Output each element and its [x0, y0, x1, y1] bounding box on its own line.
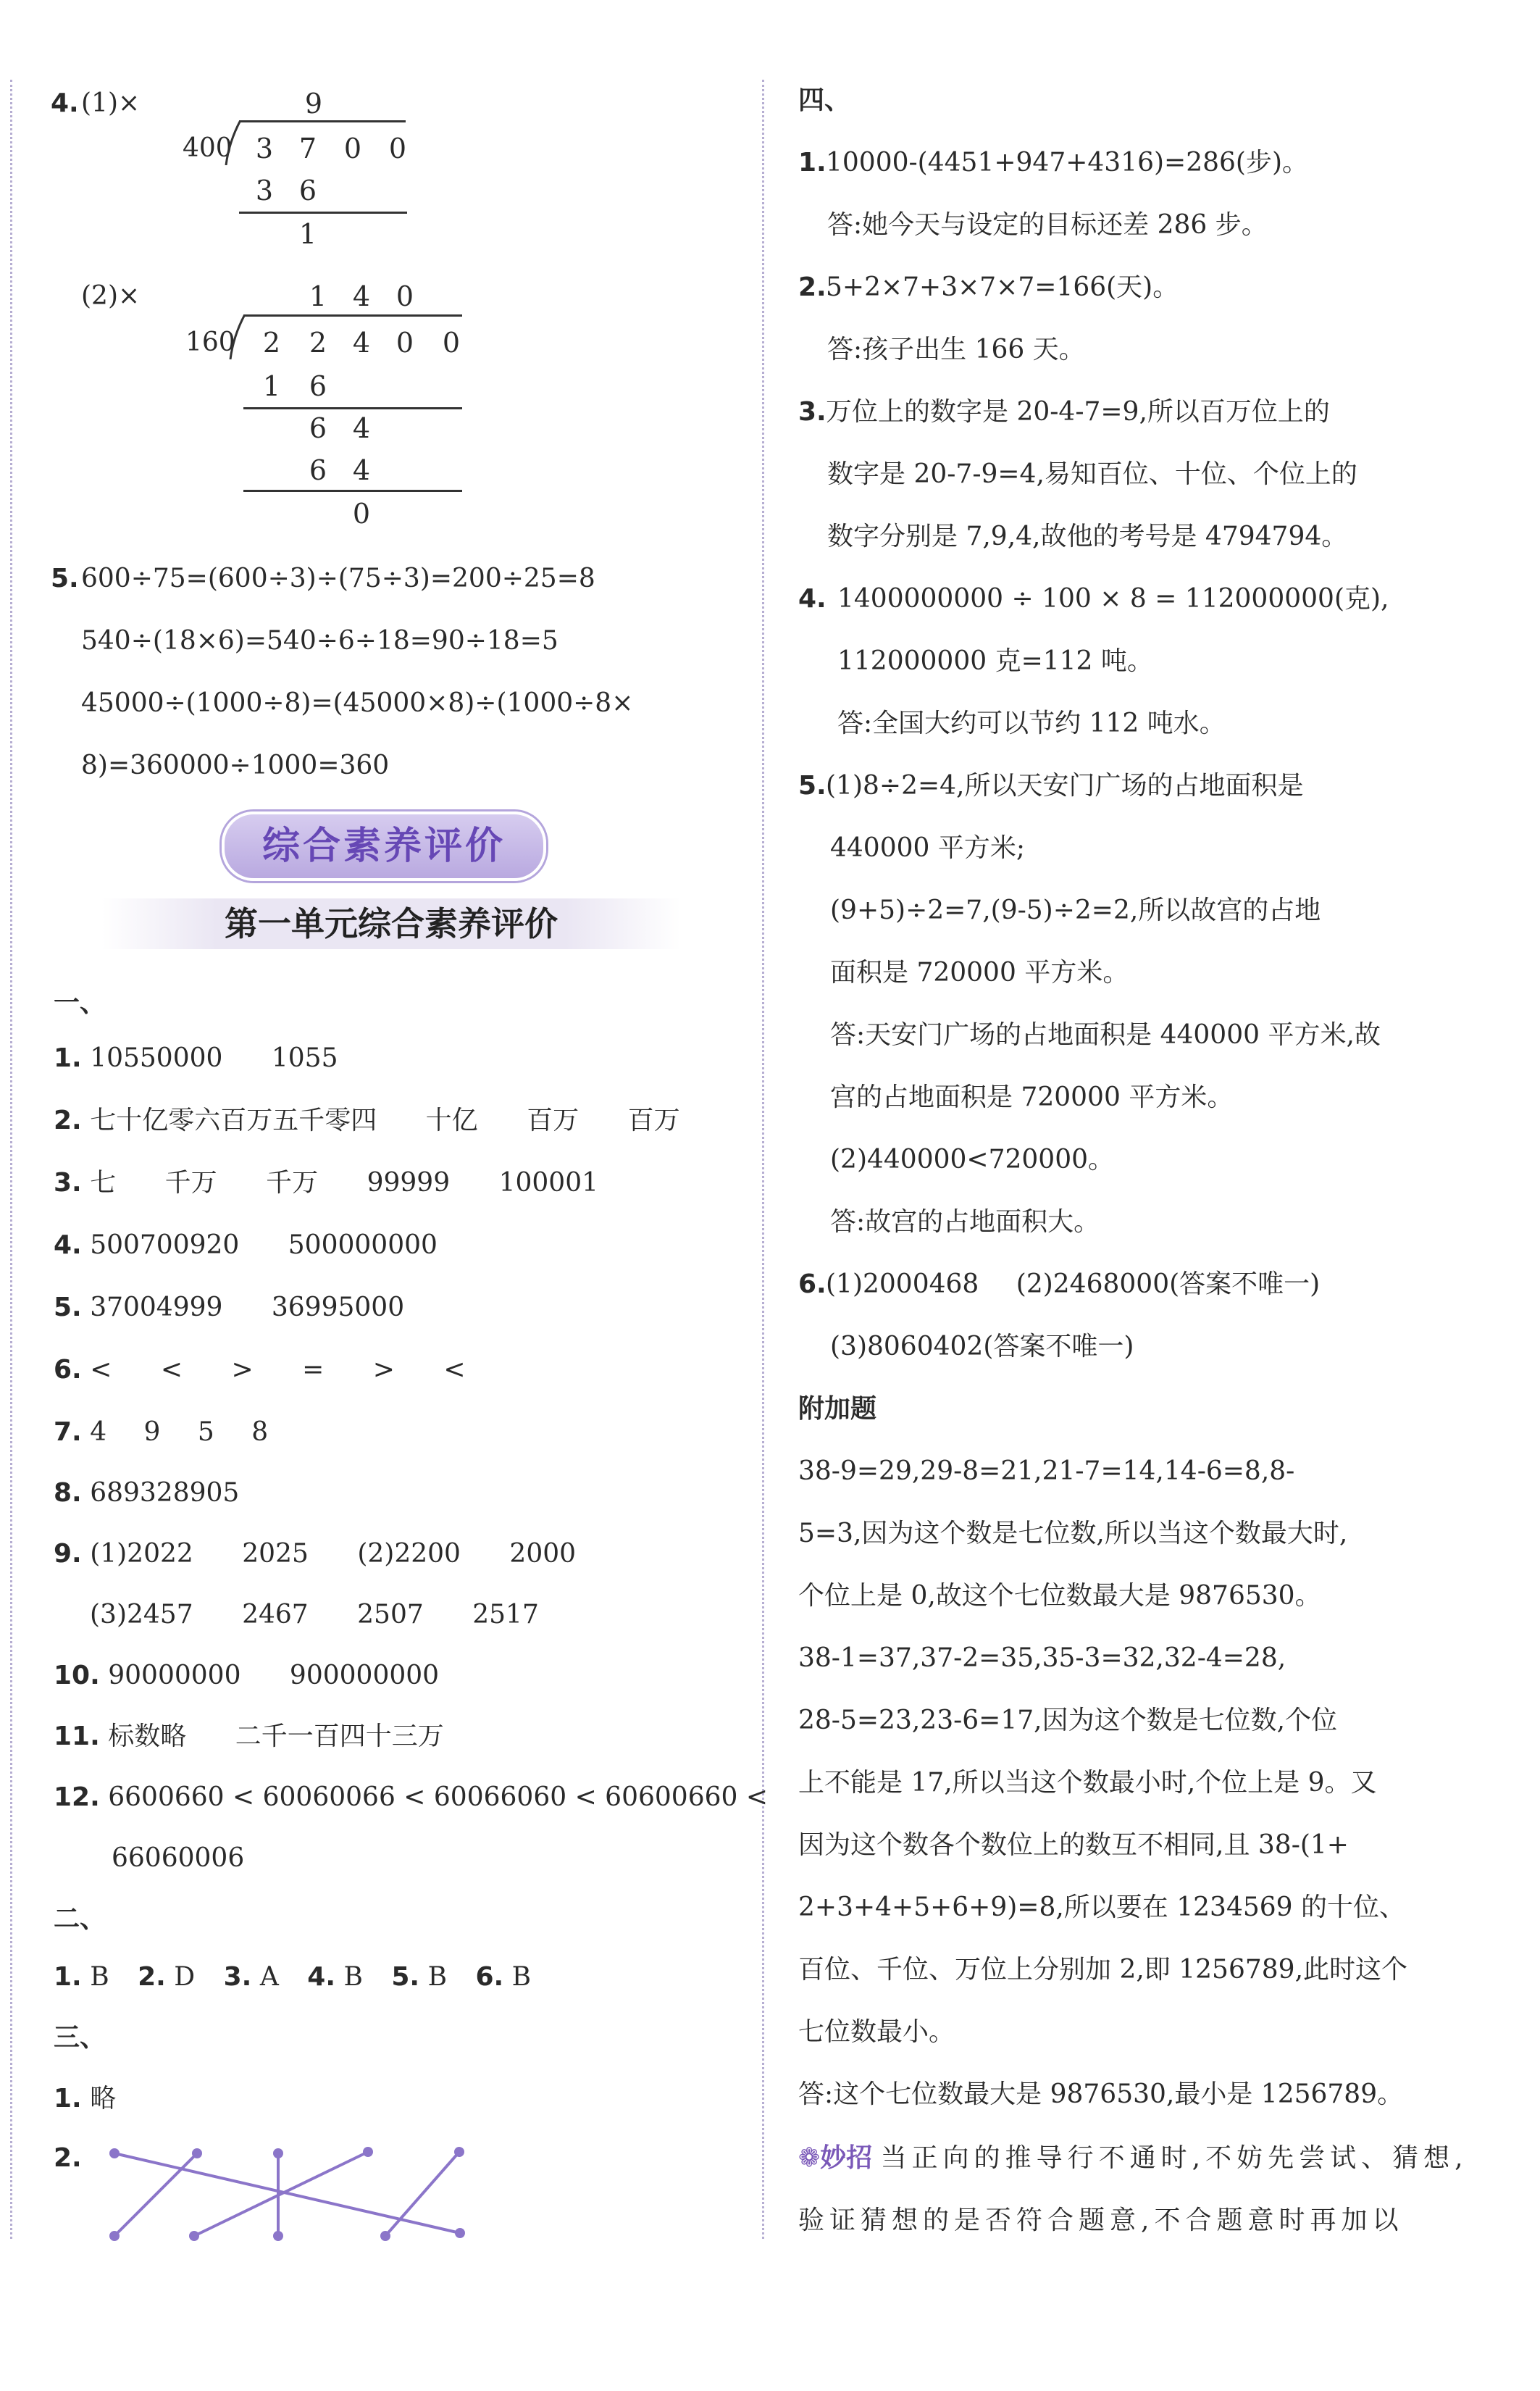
- q5-line: 540÷(18×6)=540÷6÷18=90÷18=5: [81, 626, 558, 656]
- q4-p2-quotient-digit: 0: [396, 280, 414, 312]
- section-two-heading: 二、: [54, 1904, 106, 1934]
- q4-p2-dividend-digit: 2: [309, 327, 327, 359]
- q4-p2-mid-digit: 6: [309, 412, 327, 444]
- q4-p2-remainder: 0: [352, 498, 371, 530]
- answer: 5: [197, 1417, 214, 1447]
- answer-line: 答:故宫的占地面积大。: [830, 1207, 1100, 1237]
- answer-row: [54, 1475, 239, 1511]
- answer-row: [54, 1959, 531, 1995]
- answer-row: [54, 2081, 116, 2117]
- answer-line: 1400000000 ÷ 100 × 8 = 112000000(克),: [837, 584, 1389, 614]
- q4-p2-dividend-digit: 4: [352, 327, 371, 359]
- answer: A: [259, 1962, 279, 1992]
- match-dot: [363, 2147, 373, 2157]
- answer-row: [54, 1536, 576, 1572]
- extra-line: 因为这个数各个数位上的数互不相同,且 38-(1+: [798, 1830, 1349, 1860]
- answer-line: 面积是 720000 平方米。: [830, 958, 1129, 988]
- item-number: 5.: [54, 1293, 82, 1322]
- answer: 37004999: [90, 1293, 223, 1322]
- answer-line: 112000000 克=112 吨。: [837, 646, 1153, 676]
- answer-row: [54, 1103, 680, 1139]
- answer-row: [54, 1779, 768, 1816]
- tip-line: 验证猜想的是否符合题意,不合题意时再加以: [798, 2206, 1404, 2235]
- answer: 2467: [242, 1600, 309, 1630]
- answer: <: [443, 1355, 466, 1385]
- q4-p2-sub2-digit: 4: [352, 454, 371, 486]
- tip-flower-icon: ❁: [798, 2143, 821, 2173]
- q4-p2-sub2-digit: 6: [309, 454, 327, 486]
- answer-line: 万位上的数字是 20-4-7=9,所以百万位上的: [826, 397, 1330, 427]
- answer: 百万: [627, 1106, 680, 1135]
- answer-row: [54, 1719, 444, 1755]
- extra-line: 上不能是 17,所以当这个数最小时,个位上是 9。又: [798, 1768, 1377, 1798]
- q4-p1-sub-digit: 6: [298, 175, 317, 206]
- match-dot: [189, 2231, 199, 2241]
- answer: B: [427, 1962, 448, 1992]
- answer: 略: [90, 2084, 117, 2113]
- answer-line: (3)8060402(答案不唯一): [830, 1332, 1134, 1361]
- answer: B: [343, 1962, 363, 1992]
- extra-line: 38-9=29,29-8=21,21-7=14,14-6=8,8-: [798, 1456, 1295, 1486]
- extra-line: 38-1=37,37-2=35,35-3=32,32-4=28,: [798, 1643, 1286, 1673]
- answer: 4: [90, 1417, 107, 1447]
- answer: (1)2022: [90, 1539, 193, 1569]
- section-three-heading: 三、: [54, 2023, 106, 2053]
- answer-row: [54, 1165, 598, 1201]
- q4-p2-sub-line: [243, 407, 462, 409]
- item-number: 2.: [798, 272, 827, 302]
- answer-row: [54, 1352, 465, 1388]
- item-number: 9.: [54, 1539, 82, 1569]
- item-number: 4.: [307, 1962, 335, 1992]
- match-dot: [109, 2231, 120, 2241]
- answer: 七: [90, 1168, 117, 1198]
- answer-line: (9+5)÷2=7,(9-5)÷2=2,所以故宫的占地: [830, 896, 1321, 925]
- q4-p2-mid-digit: 4: [352, 412, 371, 444]
- q5-line: 8)=360000÷1000=360: [81, 751, 390, 780]
- answer: 8: [251, 1417, 269, 1447]
- answer-line: 答:全国大约可以节约 112 吨水。: [837, 709, 1226, 738]
- answer-line: 10000-(4451+947+4316)=286(步)。: [826, 148, 1309, 178]
- item-number: 1.: [54, 1962, 82, 1992]
- item-number: 1.: [54, 2084, 82, 2113]
- q4-p1-dividend-digit: 0: [343, 133, 362, 164]
- q4-p2-dividend-digit: 0: [396, 327, 414, 359]
- answer: 90000000: [108, 1661, 241, 1690]
- answer: 9: [143, 1417, 161, 1447]
- q4-p2-dividend-digit: 0: [442, 327, 461, 359]
- answer: =: [302, 1355, 325, 1385]
- answer: 2000: [509, 1539, 577, 1569]
- answer: (3)2457: [90, 1600, 193, 1630]
- answer-line: 数字是 20-7-9=4,易知百位、十位、个位上的: [827, 459, 1357, 489]
- match-dot: [109, 2148, 120, 2158]
- section-banner: 综合素养评价: [222, 811, 546, 881]
- answer: 99999: [367, 1168, 451, 1198]
- answer-line: 数字分别是 7,9,4,故他的考号是 4794794。: [827, 522, 1348, 551]
- answer: 二千一百四十三万: [235, 1722, 444, 1751]
- q5-line: 45000÷(1000÷8)=(45000×8)÷(1000÷8×: [81, 688, 634, 718]
- answer: 100001: [498, 1168, 599, 1198]
- q4-number: 4.: [51, 88, 79, 118]
- item-number: 10.: [54, 1661, 100, 1690]
- item-number: 3.: [798, 397, 827, 427]
- item-number: 8.: [54, 1478, 82, 1508]
- q4-p2-bracket: [229, 314, 246, 359]
- q4-p2-divisor: 160: [185, 327, 235, 357]
- q4-p1-quotient: 9: [304, 88, 323, 120]
- match-dot: [273, 2231, 283, 2241]
- item-number: 11.: [54, 1722, 100, 1751]
- answer: 2025: [242, 1539, 309, 1569]
- q4-p2-label: (2)×: [81, 281, 141, 311]
- match-dot: [273, 2148, 283, 2158]
- item-number: 4.: [54, 1230, 82, 1260]
- item-number: 2.: [54, 1106, 82, 1135]
- q4-p1-divisor: 400: [183, 133, 233, 163]
- answer: <: [90, 1355, 112, 1385]
- item-number: 6.: [475, 1962, 504, 1992]
- answer: 千万: [266, 1168, 319, 1198]
- q4-p1-dividend-digit: 3: [255, 133, 274, 164]
- answer-row: [90, 1597, 539, 1633]
- answer: 七十亿零六百万五千零四: [90, 1106, 377, 1135]
- answer: D: [174, 1962, 196, 1992]
- answer: 千万: [164, 1168, 217, 1198]
- section-four-heading: 四、: [798, 85, 851, 115]
- q5-line: 600÷75=(600÷3)÷(75÷3)=200÷25=8: [81, 564, 595, 593]
- answer-line: 440000 平方米;: [830, 833, 1025, 863]
- q4-p1-label: (1)×: [81, 88, 141, 118]
- answer-row: [54, 1414, 268, 1451]
- answer: B: [90, 1962, 109, 1992]
- extra-line: 答:这个七位数最大是 9876530,最小是 1256789。: [798, 2079, 1404, 2109]
- item-number: 4.: [798, 584, 827, 614]
- answer: 1055: [271, 1043, 338, 1073]
- answer-line: [826, 1267, 1320, 1303]
- match-dot: [455, 2228, 465, 2238]
- answer: 900000000: [289, 1661, 440, 1690]
- q4-p1-sub-line: [239, 212, 407, 214]
- match-line: [194, 2152, 368, 2236]
- tip-text: 当正向的推导行不通时,不妨先尝试、猜想,: [880, 2143, 1468, 2173]
- item-number: 1.: [54, 1043, 82, 1073]
- q4-p1-bracket-top: [239, 120, 406, 122]
- q5-number: 5.: [51, 564, 79, 593]
- q4-p2-sub-digit: 6: [309, 370, 327, 402]
- answer-row: [54, 1227, 438, 1264]
- match-line: [114, 2153, 460, 2233]
- extra-line: 七位数最小。: [798, 2017, 955, 2047]
- answer-row: [54, 1290, 404, 1326]
- extra-line: 百位、千位、万位上分别加 2,即 1256789,此时这个: [798, 1955, 1408, 1985]
- match-dot: [454, 2147, 464, 2157]
- answer: 百万: [527, 1106, 579, 1135]
- q4-p2-sub-digit: 1: [262, 370, 281, 402]
- q4-p2-quotient-digit: 1: [309, 280, 327, 312]
- q4-p1-remainder: 1: [298, 218, 317, 250]
- column-divider: [762, 80, 764, 2239]
- answer: (2)2468000(答案不唯一): [1016, 1269, 1321, 1299]
- item-number: 3.: [54, 1168, 82, 1198]
- unit-title: 第一单元综合素养评价: [101, 898, 681, 949]
- item-number: 5.: [391, 1962, 420, 1992]
- matching-diagram: [101, 2137, 478, 2246]
- answer: >: [231, 1355, 254, 1385]
- tip-label: 妙招: [820, 2143, 873, 2173]
- answer: 十亿: [425, 1106, 478, 1135]
- q4-p1-sub-digit: 3: [255, 175, 274, 206]
- answer: 66060006: [112, 1843, 245, 1873]
- answer: 2517: [472, 1600, 539, 1630]
- item-number: 1.: [798, 148, 827, 178]
- answer: 689328905: [90, 1478, 240, 1508]
- item-number: 12.: [54, 1782, 100, 1812]
- section-one-heading: 一、: [54, 988, 106, 1018]
- q4-p2-dividend-digit: 2: [262, 327, 281, 359]
- item-number: 6.: [798, 1269, 827, 1299]
- answer-line: 答:天安门广场的占地面积是 440000 平方米,故: [830, 1020, 1381, 1050]
- q4-p2-bracket-top: [243, 314, 462, 317]
- answer-line: 宫的占地面积是 720000 平方米。: [830, 1082, 1234, 1112]
- answer-line: 答:她今天与设定的目标还差 286 步。: [827, 210, 1268, 240]
- item-number: 2.: [138, 1962, 166, 1992]
- answer: <: [160, 1355, 183, 1385]
- extra-line: 5=3,因为这个数是七位数,所以当这个数最大时,: [798, 1519, 1348, 1548]
- answer: 6600660 < 60060066 < 60066060 < 60600660 <: [108, 1782, 769, 1812]
- answer: (1)2000468: [826, 1269, 979, 1299]
- answer-line: (2)440000<720000。: [830, 1145, 1115, 1174]
- item-number: 5.: [798, 771, 827, 801]
- item-number: 2.: [54, 2143, 82, 2173]
- answer: 2507: [357, 1600, 424, 1630]
- item-number: 7.: [54, 1417, 82, 1447]
- q4-p1-dividend-digit: 0: [388, 133, 407, 164]
- answer-row: [54, 1658, 439, 1694]
- answer: B: [511, 1962, 532, 1992]
- q4-p2-quotient-digit: 4: [352, 280, 371, 312]
- answer-row: [54, 1040, 338, 1077]
- answer-line: 5+2×7+3×7×7=166(天)。: [826, 272, 1179, 302]
- extra-line: 28-5=23,23-6=17,因为这个数是七位数,个位: [798, 1706, 1338, 1735]
- answer: >: [372, 1355, 395, 1385]
- match-dot: [192, 2148, 202, 2158]
- q4-p1-bracket: [225, 120, 242, 165]
- match-dot: [380, 2231, 390, 2241]
- answer: 36995000: [271, 1293, 405, 1322]
- q4-p2-sub2-line: [243, 490, 462, 492]
- answer: 500000000: [288, 1230, 438, 1260]
- answer-line: (1)8÷2=4,所以天安门广场的占地面积是: [826, 771, 1304, 801]
- answer-line: 答:孩子出生 166 天。: [827, 335, 1085, 364]
- item-number: 3.: [223, 1962, 252, 1992]
- extra-line: 2+3+4+5+6+9)=8,所以要在 1234569 的十位、: [798, 1893, 1406, 1922]
- answer: 500700920: [90, 1230, 240, 1260]
- answer: 10550000: [90, 1043, 223, 1073]
- q4-p1-dividend-digit: 7: [298, 133, 317, 164]
- left-margin-line: [10, 80, 12, 2239]
- extra-line: 个位上是 0,故这个七位数最大是 9876530。: [798, 1581, 1321, 1611]
- answer: (2)2200: [357, 1539, 461, 1569]
- extra-question-heading: 附加题: [798, 1394, 877, 1424]
- item-number: 6.: [54, 1355, 82, 1385]
- match-line: [114, 2153, 197, 2236]
- answer-row: [112, 1840, 244, 1877]
- tip-line: [798, 2140, 1468, 2177]
- answer: 标数略: [108, 1722, 187, 1751]
